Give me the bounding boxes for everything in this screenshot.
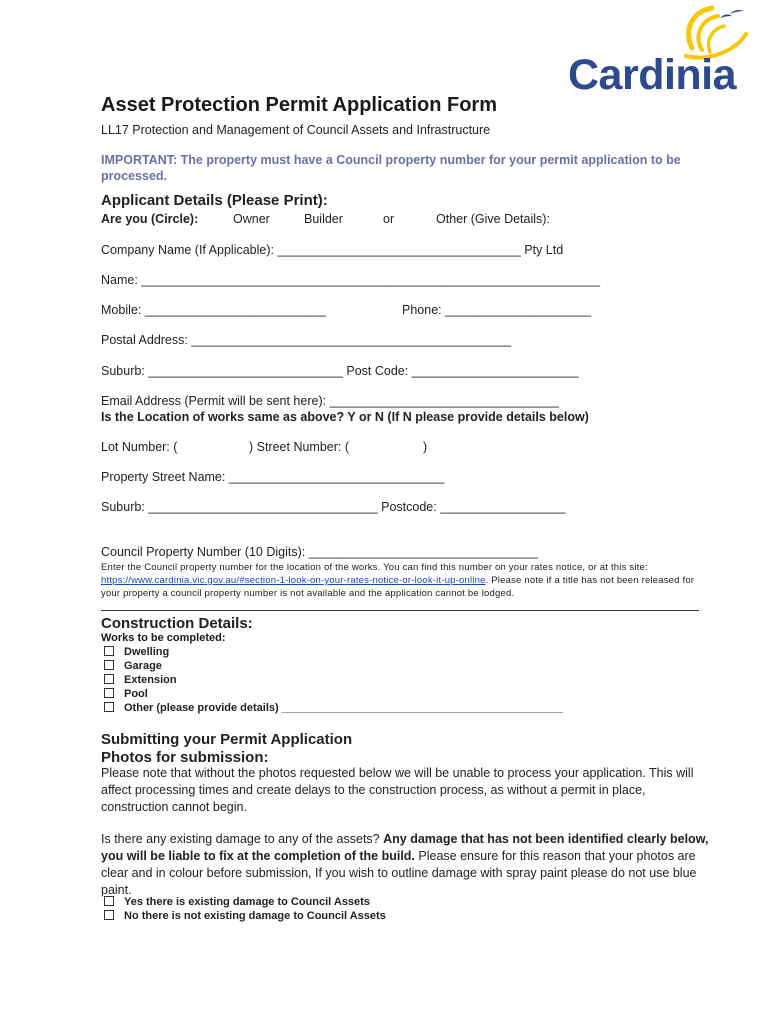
lot-number-field[interactable]: Lot Number: ( — [101, 440, 178, 454]
checkbox-item-other[interactable] — [104, 702, 563, 714]
checkbox-label: Dwelling — [124, 646, 170, 658]
council-number-note — [101, 561, 711, 600]
or-label: or — [383, 212, 395, 226]
section-divider — [101, 610, 699, 611]
works-label: Works to be completed: — [101, 632, 226, 644]
location-question: Is the Location of works same as above? Y or N (If N please provide details below) — [101, 410, 589, 424]
note-text-end: . Please note if a title has not been released for your property a council property number is not available and the application cannot be lodged. — [101, 575, 695, 599]
option-other[interactable]: Other (Give Details): — [436, 212, 550, 226]
checkbox[interactable] — [104, 646, 114, 656]
option-builder[interactable]: Builder — [304, 212, 343, 226]
checkbox-item-damage-no[interactable] — [104, 910, 386, 922]
checkbox-label: No there is not existing damage to Council Assets — [124, 910, 386, 922]
are-you-label: Are you (Circle): — [101, 212, 199, 226]
cardinia-logo — [568, 4, 750, 100]
street-number-field[interactable]: ) Street Number: ( — [249, 440, 350, 454]
checkbox[interactable] — [104, 896, 114, 906]
damage-text-end: Please ensure for this reason that your photos are clear and in colour before submission, If you wish to outline damage with spray paint please do not use blue paint. — [101, 849, 697, 897]
checkbox-label: Other (please provide details) ______________________________________________ — [124, 702, 564, 714]
checkbox[interactable] — [104, 702, 114, 712]
submitting-heading: Submitting your Permit Application — [101, 731, 353, 748]
construction-heading: Construction Details: — [101, 615, 253, 632]
checkbox-label: Yes there is existing damage to Council Assets — [124, 896, 370, 908]
page-subtitle: LL17 Protection and Management of Council Assets and Infrastructure — [101, 123, 491, 137]
logo-text: Cardinia — [568, 51, 737, 99]
damage-text-start: Is there any existing damage to any of the assets? — [101, 832, 384, 846]
checkbox-item-garage[interactable] — [104, 660, 162, 672]
page-title: Asset Protection Permit Application Form — [101, 94, 497, 116]
note-text-start: Enter the Council property number for the location of the works. You can find this number on your rates notice, or at this site: — [101, 562, 648, 573]
checkbox-item-damage-yes[interactable] — [104, 896, 370, 908]
rates-notice-link[interactable]: https://www.cardinia.vic.gov.au/#section-1-look-on-your-rates-notice-or-look-it-up-online — [101, 575, 486, 586]
checkbox-item-pool[interactable] — [104, 688, 148, 700]
council-property-number-field[interactable]: Council Property Number (10 Digits): _________________________________ — [101, 545, 539, 559]
name-field[interactable]: Name: __________________________________________________________________ — [101, 273, 601, 287]
checkbox-item-extension[interactable] — [104, 674, 177, 686]
email-field[interactable]: Email Address (Permit will be sent here): _________________________________ — [101, 394, 559, 408]
mobile-field[interactable]: Mobile: __________________________ — [101, 303, 326, 317]
damage-paragraph — [101, 831, 713, 899]
location-suburb-postcode-field[interactable]: Suburb: _________________________________ Postcode: __________________ — [101, 500, 566, 514]
phone-field[interactable]: Phone: _____________________ — [402, 303, 592, 317]
company-name-field[interactable]: Company Name (If Applicable): ___________________________________ Pty Ltd — [101, 243, 564, 257]
important-notice: IMPORTANT: The property must have a Council property number for your permit application to be processed. — [101, 153, 681, 183]
postal-address-field[interactable]: Postal Address: ______________________________________________ — [101, 333, 512, 347]
checkbox[interactable] — [104, 688, 114, 698]
checkbox[interactable] — [104, 674, 114, 684]
checkbox[interactable] — [104, 660, 114, 670]
applicant-heading: Applicant Details (Please Print): — [101, 192, 328, 209]
photos-heading: Photos for submission: — [101, 749, 269, 766]
street-name-field[interactable]: Property Street Name: _______________________________ — [101, 470, 445, 484]
checkbox-label: Garage — [124, 660, 162, 672]
checkbox-label: Extension — [124, 674, 177, 686]
damage-text-bold: Any damage that has not been identified clearly below, you will be liable to fix at the completion of the build. — [101, 832, 709, 863]
suburb-postcode-field[interactable]: Suburb: ____________________________ Post Code: ________________________ — [101, 364, 579, 378]
photos-paragraph: Please note that without the photos requested below we will be unable to process your application. This will affect processing times and create delays to the construction process, as without a permit in place, construction cannot begin. — [101, 766, 694, 814]
street-number-close: ) — [423, 440, 428, 454]
checkbox-item-dwelling[interactable] — [104, 646, 169, 658]
checkbox-label: Pool — [124, 688, 148, 700]
checkbox[interactable] — [104, 910, 114, 920]
option-owner[interactable]: Owner — [233, 212, 270, 226]
